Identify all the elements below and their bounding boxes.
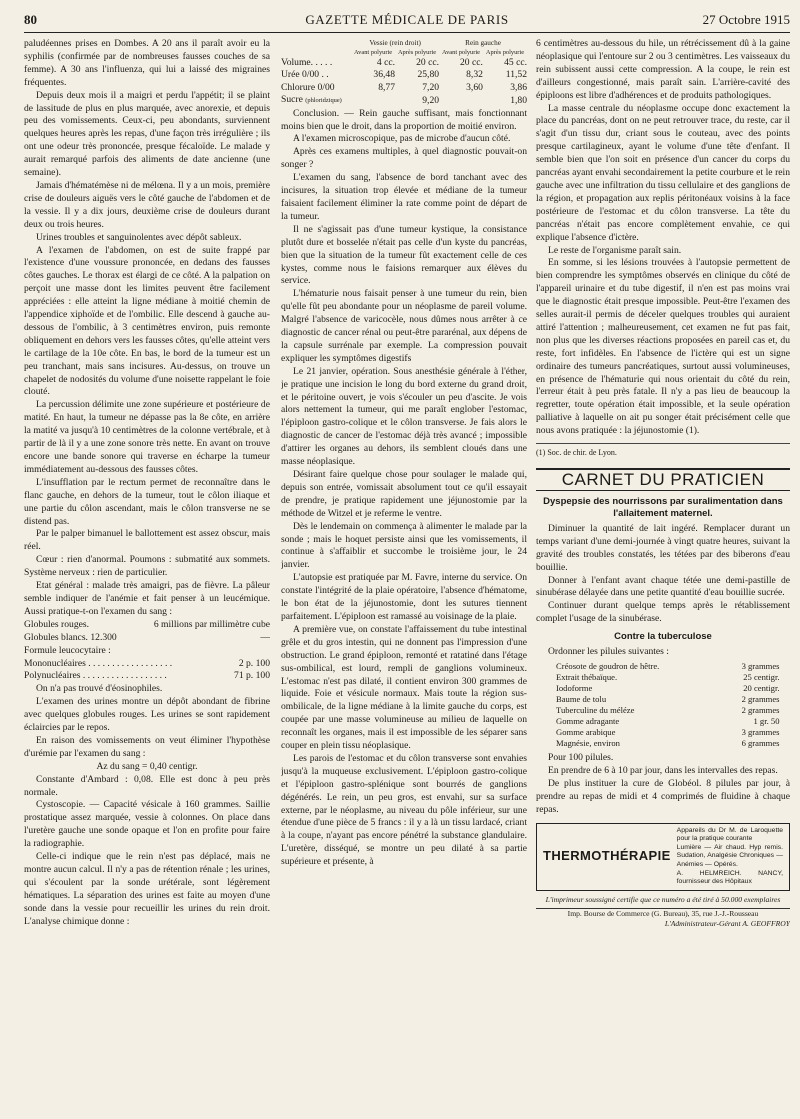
list-item (556, 694, 780, 705)
ingredient: Créosote de goudron de hêtre. (556, 661, 660, 672)
section-title: Contre la tuberculose (614, 631, 712, 643)
table-cell-label (281, 94, 351, 107)
paragraph: 6 centimètres au-dessous du hile, un rétrécissement dû à la gaine néoplasique qui l'entoure sur 2 ou 3 centimètres. Les vaisseaux du rein subissent aussi cette compression. A la coupe, le rein est d'ailleurs congestionné, mais paraît sain. L'arrière-cavité des épiploons est libre d'adhérences et de produits pathologiques. (536, 38, 790, 101)
paragraph: Dès le lendemain on commença à alimenter le malade par la sonde ; mais le hoquet persiste ainsi que les vomissements, il continue à s'affaiblir et succombe le troisième jour, le 24 janvier. (281, 520, 527, 571)
table-cell: 8,77 (378, 81, 396, 93)
paragraph: De plus instituer la cure de Globéol. 8 pilules par jour, à prendre au repas de midi et 4 comprimés de fluidine à chaque repas. (536, 777, 790, 815)
table-cell: 4 cc. (376, 57, 396, 68)
table-cell: 9,20 (422, 94, 440, 106)
quantity: 25 centigr. (743, 672, 780, 683)
table-cell-label: Volume. . . . . (281, 57, 333, 68)
list-item (556, 738, 780, 749)
prescription-table (556, 661, 780, 749)
paragraph: Etat général : malade très amaigri, pas de fièvre. La pâleur semble indiquer de l'anémie et fait penser à un leucémique. Aussi pratique-t-on l'examen du sang : (24, 580, 270, 617)
table-cell: 20 cc. (460, 57, 483, 68)
manager-line: L'Administrateur-Gérant A. GEOFFROY (664, 918, 790, 928)
table-cell: 36,48 (373, 69, 396, 81)
ingredient: Gomme adragante (556, 716, 620, 727)
quantity: 2 grammes (741, 705, 780, 716)
ad-line: Lumière — Air chaud. Hyp remis. Sudation, Analgésie Chroniques — Anémies — Opérés. (676, 843, 783, 868)
ad-brand: THERMOTHÉRAPIE (543, 848, 671, 864)
page-number: 80 (24, 12, 37, 27)
footnote: (1) Soc. de chir. de Lyon. (536, 443, 790, 460)
list-item (556, 683, 780, 694)
table-cell: 7,20 (422, 81, 440, 93)
table-cell: 1,80 (510, 94, 527, 106)
paragraph: paludéennes prises en Dombes. A 20 ans il paraît avoir eu la syphilis (confirmée par de nombreuses fausses couches de sa femme). A 30 ans l'influenza, qui lui a laissé des migraines fréquentes. (24, 38, 270, 88)
table-row (24, 658, 270, 671)
paragraph: Constante d'Ambard : 0,08. Elle est donc à peu près normale. (24, 773, 270, 798)
paragraph: Le reste de l'organisme paraît sain. (548, 244, 682, 256)
ingredient: Magnésie, environ (556, 738, 620, 749)
carnet-title: CARNET DU PRATICIEN (536, 468, 790, 491)
table-row (281, 57, 527, 69)
ingredient: Gomme arabique (556, 727, 616, 738)
paragraph: Conclusion. — Rein gauche suffisant, mais fonctionnant moins bien que le droit, dans la proportion de moitié environ. (281, 107, 527, 132)
column-right (536, 38, 790, 929)
table-cell-label: Urée 0/00 . . (281, 69, 329, 81)
table-cell: 45 cc. (504, 57, 527, 68)
paragraph: Il ne s'agissait pas d'une tumeur kystique, la consistance plutôt dure et bosselée n'était pas celle d'un kyste du pancréas, bien que la situation de la tumeur fût exactement celle de ces kystes, comme nous le faisions remarquer aux élèves du service. (281, 223, 527, 287)
table-header-row (281, 48, 527, 57)
advertisement (536, 823, 790, 891)
paragraph: En raison des vomissements on veut éliminer l'hypothèse d'urémie par l'examen du sang : (24, 734, 270, 759)
quantity: 20 centigr. (743, 683, 780, 694)
list-item (556, 727, 780, 738)
ad-line: Appareils du Dr M. de Laroquette pour la pratique courante (676, 826, 783, 843)
print-run-notice: L'imprimeur soussigné certifie que ce numéro a été tiré à 50.000 exemplaires (545, 894, 781, 904)
page-header (24, 6, 790, 33)
paragraph: Celle-ci indique que le rein n'est pas déplacé, mais ne montre aucun calcul. Il n'y a pas de rétention rénale ; les urines, qui s'écoulent par la sonde urétérale, sont légèrement hématiques. La séparation des urines est faite au moyen d'une sonde dans la vessie pour recueillir les urines du rein droit. L'analyse chimique donne : (24, 851, 270, 927)
paragraph: A l'examen microscopique, pas de microbe d'aucun côté. (293, 133, 511, 145)
table-group-header: Vessie (rein droit) (369, 39, 421, 47)
table-cell-value: 2 p. 100 (238, 657, 270, 669)
table-cell-value: — (260, 631, 270, 643)
table-cell-label: Mononucléaires . . . . . . . . . . . . . . . . . . (24, 657, 173, 669)
paragraph: La masse centrale du néoplasme occupe donc exactement la place du pancréas, dont on ne peut retrouver trace, du reste, car il s'agit d'un tissu dur, criant sous le couteau, avec des points presque cartilagineux, ayant le volume d'une tête d'enfant. Il semble bien que l'on soit en présence d'un cancer du corps du pancréas ayant envahi secondairement la petite courbure et le rein gauche avec une infiltration du tissu cellulaire et des ganglions de la région, et propagation aux replis péritonéaux voisins à la face postérieure de l'estomac et du côlon transverse. La tête du pancréas n'était pas encore complètement envahie, ce qui explique l'absence d'ictère. (536, 102, 790, 243)
issue-date: 27 Octobre 1915 (702, 12, 790, 27)
quantity: 3 grammes (741, 661, 780, 672)
table-cell: 8,32 (466, 69, 483, 81)
table-subheader: Avant polyurie (354, 49, 393, 56)
table-cell: 25,80 (417, 69, 440, 81)
quantity: 3 grammes (741, 727, 780, 738)
printer-line: Imp. Bourse de Commerce (G. Bureau), 35, rue J.-J.-Rousseau (567, 908, 759, 918)
table-row (24, 632, 270, 645)
urine-analysis-table (281, 38, 527, 108)
paragraph: Cœur : rien d'anormal. Poumons : submatité aux sommets. Système nerveux : rien de particulier. (24, 554, 270, 579)
table-cell: 3,86 (510, 81, 527, 93)
list-item (556, 672, 780, 683)
paragraph: Cystoscopie. — Capacité vésicale à 160 grammes. Saillie prostatique assez marquée, vessie à colonnes. On place dans l'uretère gauche une sonde opaque et l'on en profite pour faire la radiographie. (24, 799, 270, 850)
paragraph: En prendre de 6 à 10 par jour, dans les intervalles des repas. (548, 764, 778, 776)
table-row (24, 670, 270, 683)
table-subheader: Avant polyurie (441, 49, 480, 56)
paragraph: A première vue, on constate l'affaissement du tube intestinal grêle et du gros intestin, qui ne donnent pas l'impression d'une obstruction. Le grand épiploon, remonté et ratatiné dans l'étage sus-ombilical, est lourd, rempli de ganglions volumineux. L'estomac n'est pas dilaté, il contient environ 300 grammes de liquide. Foie et vésicule normaux. Mais toute la région sus-ombilicale, de la ligne médiane à la limite gauche du corps, est coupée par une masse volumineuse au milieu de laquelle on reconnaît les organes, mais il est impossible de les séparer sans couper en plein tissu néoplasique. (281, 623, 527, 752)
row-note: (phloridzique) (305, 97, 342, 105)
paragraph: Urines troubles et sanguinolentes avec dépôt sableux. (36, 231, 242, 243)
table-cell-label: Polynucléaires . . . . . . . . . . . . . . . . . . (24, 670, 167, 682)
section-title: Dyspepsie des nourrissons par suralimentation dans l'allaitement maternel. (543, 495, 783, 519)
table-cell-label: Globules blancs. 12.300 (24, 631, 117, 643)
paragraph: Après ces examens multiples, à quel diagnostic pouvait-on songer ? (281, 146, 527, 171)
ingredient: Iodoforme (556, 683, 593, 694)
paragraph: Ordonner les pilules suivantes : (548, 646, 669, 658)
table-cell: 3,60 (466, 81, 483, 93)
blood-count-table (24, 619, 270, 645)
table-cell: 11,52 (505, 69, 527, 81)
column-middle (281, 38, 527, 869)
table-cell-value: 6 millions par millimètre cube (153, 618, 270, 630)
ingredient: Baume de tolu (556, 694, 607, 705)
paragraph: Pour 100 pilules. (548, 752, 614, 764)
list-item (556, 661, 780, 672)
paragraph: Depuis deux mois il a maigri et perdu l'appétit; il se plaint de lassitude de plus en plus marquée, avec anorexie, et depuis peu des vomissements. Ceux-ci, peu abondants, surviennent quelques heures après les repas, d'une façon très irrégulière ; ils ont une odeur très prononcée, presque fécaloïde. Le malade y aurait remarqué parfois des aliments de date ancienne (une semaine). (24, 89, 270, 179)
paragraph: La percussion délimite une zone supérieure et postérieure de matité. En haut, la tumeur ne dépasse pas la 8e côte, en arrière la matité va jusqu'à 10 centimètres de la colonne vertébrale, et à partir de là il y a une zone sonore très nette. En avant on trouve encore une bande sonore qui traverse en écharpe la tumeur immédiatement au-dessous des fausses côtes. (24, 399, 270, 475)
paragraph: On n'a pas trouvé d'éosinophiles. (36, 683, 163, 695)
table-cell (439, 94, 483, 107)
table-row (24, 619, 270, 632)
paragraph: Jamais d'hématémèse ni de mélœna. Il y a un mois, première crise de douleurs aiguës vers le côté gauche de l'abdomen et de la vessie. Il y a dix jours, deuxième crise de douleurs durant deux ou trois heures. (24, 179, 270, 230)
list-item (556, 716, 780, 727)
list-item (556, 705, 780, 716)
quantity: 6 grammes (741, 738, 780, 749)
paragraph: L'examen des urines montre un dépôt abondant de fibrine avec quelques globules rouges. Les urines se sont rapidement éclaircies par le repos. (24, 696, 270, 734)
table-group-header: Rein gauche (465, 39, 501, 47)
paragraph: Continuer durant quelque temps après le rétablissement complet l'usage de la sinubérase. (536, 600, 790, 625)
paragraph: A l'examen de l'abdomen, on est de suite frappé par l'existence d'une voussure prononcée, en dedans des fausses côtes gauches. Le thorax est élargi de ce côté. A la palpation on perçoit une masse dont les limites peuvent être facilement appréciées : elle atteint la ligne médiane à moitié chemin de l'appendice xiphoïde et de l'ombilic. Elle descend à gauche au-dessous de l'ombilic, à 3 centimètres environ, puis remonte obliquement en dehors vers les fausses côtes, qu'elle atteint vers le cartilage de la 10e côte. En bas, le bord de la tumeur est un peu tranchant, mais sans incisures. Au-dessus, on trouve un chapelet de nodosités du volume d'une noisette rappelant le foie clouté. (24, 244, 270, 398)
table-cell-label: Globules rouges. (24, 618, 90, 630)
ingredient: Tuberculine du méléze (556, 705, 635, 716)
table-row (281, 82, 527, 94)
paragraph: Donner à l'enfant avant chaque tétée une demi-pastille de sinubérase délayée dans une petite quantité d'eau bouillie sucrée. (536, 574, 790, 599)
table-cell-label: Chlorure 0/00 (281, 81, 335, 93)
paragraph: L'insufflation par le rectum permet de reconnaître dans le flanc gauche, en dehors de la tumeur, tout le côlon iliaque et une partie du côlon ascendant, mais le côlon transverse ne se distend pas. (24, 476, 270, 527)
paragraph: L'examen du sang, l'absence de bord tanchant avec des incisures, la situation trop élevée et médiane de la tumeur faisaient facilement éliminer la rate comme point de départ de la tumeur. (281, 172, 527, 222)
formula-title: Formule leucocytaire : (24, 644, 111, 656)
table-subheader: Après polyurie (485, 49, 525, 56)
paragraph: L'hématurie nous faisait penser à une tumeur du rein, bien qu'elle fût peu abondante pour un néoplasme de pareil volume. Malgré l'absence de varicocèle, nous dûmes nous arrêter à ce diagnostic de cancer rénal ou peut-être pararénal, aux dépens de la capsule surrénale par exemple. La compression pouvait expliquer les symptômes digestifs (281, 288, 527, 364)
table-header-row (281, 38, 527, 48)
row-label: Sucre (281, 94, 303, 106)
quantity: 2 grammes (741, 694, 780, 705)
column-left (24, 38, 270, 929)
table-subheader: Après polyurie (397, 49, 437, 56)
table-cell: 20 cc. (416, 57, 440, 68)
paragraph: Les parois de l'estomac et du côlon transverse sont envahies jusqu'à la muqueuse exclusivement. L'épiploon gastro-colique et l'épiploon gastro-splénique sont bourrés de ganglions dégénérés. Le rein, un peu gros, est envahi, sur sa surface externe, par le néoplasme, au niveau du pôle inférieur, sur une étendue d'une pièce de 5 francs : il y a là un tissu lardacé, criant à la coupe, n'ayant pas encore pénétré la substance glandulaire. L'uretère, disséqué, se montre un peu dilaté à sa partie supérieure et présente, à (281, 752, 527, 868)
ad-text (677, 827, 783, 887)
ad-line: A. HELMREICH. NANCY, fournisseur des Hôpitaux (676, 869, 783, 886)
table-row (281, 69, 527, 81)
paragraph: Désirant faire quelque chose pour soulager le malade qui, depuis son entrée, vomissait absolument tout ce qu'il essayait de prendre, je pratique rapidement une jéjunostomie par la méthode de Witzel et je referme le ventre. (281, 469, 527, 519)
table-cell (351, 94, 395, 107)
quantity: 1 gr. 50 (753, 716, 780, 727)
paragraph: Le 21 janvier, opération. Sous anesthésie générale à l'éther, je pratique une incision le long du bord externe du grand droit, et le péritoine ouvert, je vois s'écouler un peu d'ascite. Je vois alors nettement la tumeur, qui me paraît englober l'estomac, l'épiploon gastro-colique et le côlon transverse. Je fais alors le diagnostic de cancer de l'estomac déjà très avancé ; impossible d'attirer les organes au dehors, ils semblent cloués dans une masse néoplasique. (281, 365, 527, 468)
paragraph: L'autopsie est pratiquée par M. Favre, interne du service. On constate l'intégrité de la plaie opératoire, l'absence d'hématome, le bon état de la jéjunostomie, dont les sutures tiennent parfaitement. L'épiploon est ramassé au voisinage de la plaie. (281, 572, 527, 622)
table-row (281, 94, 527, 107)
journal-title: GAZETTE MÉDICALE DE PARIS (305, 12, 509, 27)
ingredient: Extrait thébaïque. (556, 672, 618, 683)
leucocyte-formula-table (24, 658, 270, 684)
table-cell-value: 71 p. 100 (234, 670, 270, 682)
paragraph: Diminuer la quantité de lait ingéré. Remplacer durant un temps variant d'une demi-journée à vingt quatre heures, suivant la gravité des troubles constatés, les tétées par des biberons d'eau bouillie. (536, 522, 790, 573)
paragraph: En somme, si les lésions trouvées à l'autopsie permettent de bien comprendre les symptômes observés en clinique du côté de l'appareil urinaire et du tube digestif, il n'en est pas moins vrai que le diagnostic était presque impossible. Peut-être l'examen des selles aurait-il permis de déceler quelques troubles qui auraient attiré l'attention ; malheureusement, cet examen ne fut pas fait, non plus que les diverses réactions proposées en pareil cas et, du reste, fort infidèles. En l'absence de l'ictère qui est un signe ordinaire des tumeurs pancréatiques, surtout aussi volumineuses, en présence de l'hématurie qui nous orientait du côté du rein, l'erreur était à peu près fatale. Il n'y a pas lieu de beaucoup la regretter, toute opération était impossible, et la seule opération palliative à laquelle on ait pu songer était précisément celle que nous avons pratiquée : la jéjunostomie (1). (536, 257, 790, 437)
uree-value: Az du sang = 0,40 centigr. (96, 760, 198, 772)
paragraph: Par le palper bimanuel le ballottement est assez obscur, mais réel. (24, 528, 270, 553)
